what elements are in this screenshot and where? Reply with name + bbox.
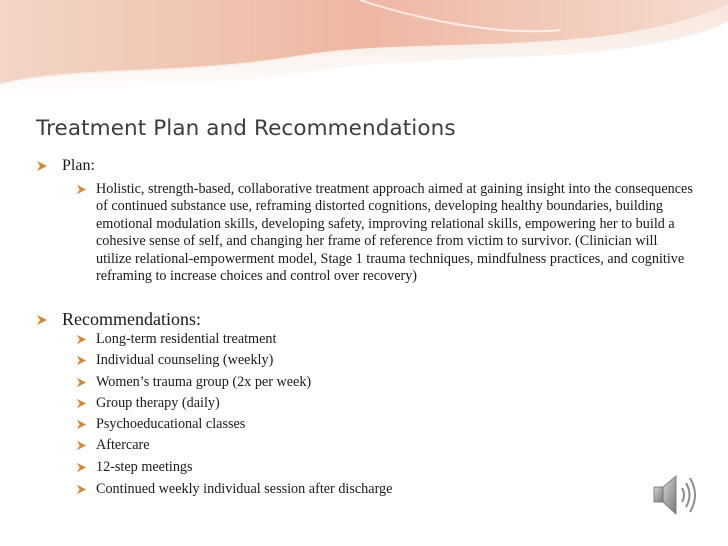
arrow-bullet-icon bbox=[76, 184, 87, 195]
recommendation-item bbox=[76, 331, 696, 348]
recommendation-item bbox=[76, 374, 696, 391]
plan-item-text: Holistic, strength-based, collaborative treatment approach aimed at gaining insight into the consequences of continued substance use, reframing distorted cognitions, developing healthy boundaries, building emotional modulation skills, developing safety, improving relational skills, empowering her to build a cohesive sense of self, and changing her frame of reference from victim to survivor. (Clinician will utilize relational-empowerment model, Stage 1 trauma techniques, mindfulness practices, and cognitive reframing to increase choices and control over recovery) bbox=[96, 181, 693, 285]
recommendation-text: Aftercare bbox=[96, 437, 150, 453]
arrow-bullet-icon bbox=[76, 419, 87, 430]
recommendation-item bbox=[76, 437, 696, 454]
plan-label: Plan: bbox=[62, 157, 95, 174]
arrow-bullet-icon bbox=[76, 377, 87, 388]
recommendations-label: Recommendations: bbox=[62, 309, 201, 329]
plan-item bbox=[76, 181, 696, 285]
recommendation-text: 12-step meetings bbox=[96, 459, 193, 475]
arrow-bullet-icon bbox=[36, 160, 48, 172]
arrow-bullet-icon bbox=[36, 314, 48, 326]
recommendation-item bbox=[76, 416, 696, 433]
recommendation-text: Continued weekly individual session after discharge bbox=[96, 481, 393, 497]
speaker-icon[interactable] bbox=[652, 470, 698, 520]
plan-heading bbox=[36, 156, 95, 176]
recommendation-item bbox=[76, 481, 696, 498]
arrow-bullet-icon bbox=[76, 355, 87, 366]
recommendation-text: Psychoeducational classes bbox=[96, 416, 246, 432]
recommendation-text: Group therapy (daily) bbox=[96, 395, 220, 411]
recommendation-item bbox=[76, 352, 696, 369]
arrow-bullet-icon bbox=[76, 334, 87, 345]
arrow-bullet-icon bbox=[76, 440, 87, 451]
recommendation-text: Long-term residential treatment bbox=[96, 331, 277, 347]
recommendation-item bbox=[76, 395, 696, 412]
arrow-bullet-icon bbox=[76, 398, 87, 409]
header-decoration bbox=[0, 0, 728, 100]
recommendation-item bbox=[76, 459, 696, 476]
arrow-bullet-icon bbox=[76, 462, 87, 473]
recommendation-text: Women’s trauma group (2x per week) bbox=[96, 374, 312, 390]
slide-title: Treatment Plan and Recommendations bbox=[36, 116, 456, 141]
recommendation-text: Individual counseling (weekly) bbox=[96, 352, 274, 368]
recommendations-heading bbox=[36, 309, 201, 329]
arrow-bullet-icon bbox=[76, 484, 87, 495]
